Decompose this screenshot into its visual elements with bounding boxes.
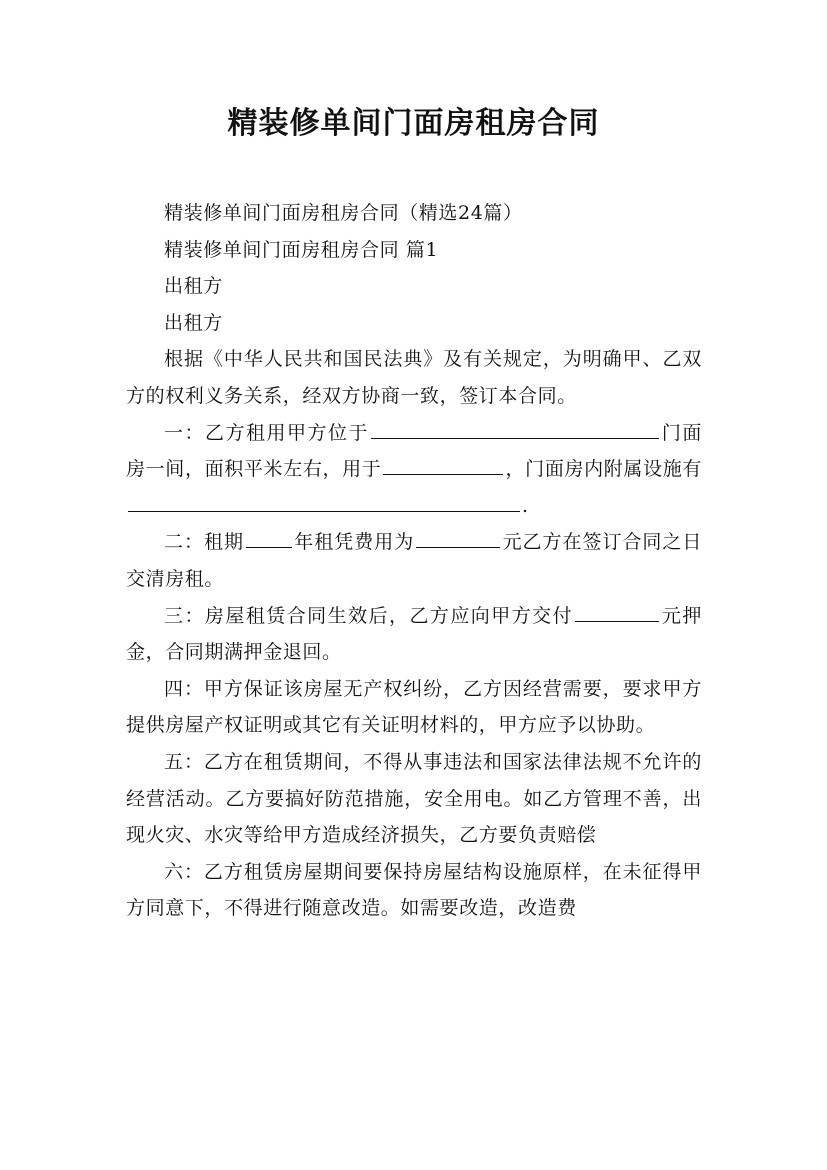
clause-3 [126, 598, 702, 671]
usage-blank [383, 453, 503, 475]
clause-2-part-1: 二：租期 [164, 531, 244, 554]
clause-4: 四：甲方保证该房屋无产权纠纷，乙方因经营需要，要求甲方提供房屋产权证明或其它有关证明材料的，甲方应予以协助。 [126, 677, 702, 737]
document-subtitle: 精装修单间门面房租房合同（精选24篇） [164, 202, 523, 224]
rent-blank [416, 526, 500, 548]
party-a-line: 出租方 [164, 275, 223, 298]
party-b-line: 出租方 [164, 311, 223, 334]
document-title: 精装修单间门面房租房合同 [227, 106, 600, 141]
intro-paragraph: 根据《中华人民共和国民法典》及有关规定，为明确甲、乙双方的权利义务关系，经双方协商一致，签订本合同。 [126, 348, 702, 407]
document-body [126, 195, 702, 927]
clause-3-part-1: 三：房屋租赁合同生效后，乙方应向甲方交付 [164, 604, 574, 627]
clause-1-part-1: 一：乙方租用甲方位于 [164, 421, 369, 444]
facilities-blank [128, 490, 520, 512]
section-heading: 精装修单间门面房租房合同 篇1 [164, 238, 439, 261]
clause-1 [126, 415, 702, 525]
clause-2-part-3: 元乙方在签订合同之日交清房租。 [126, 531, 702, 590]
clause-2 [126, 524, 702, 597]
clause-5: 五：乙方在租赁期间，不得从事违法和国家法律法规不允许的经营活动。乙方要搞好防范措施，安全用电。如乙方管理不善，出现火灾、水灾等给甲方造成经济损失，乙方要负责赔偿 [126, 750, 702, 847]
term-blank [246, 526, 292, 548]
deposit-blank [575, 600, 659, 622]
clause-3-part-2: 元押金，合同期满押金退回。 [126, 604, 702, 664]
clause-1-part-2: 门面房一间，面积平米左右，用于 [126, 421, 702, 481]
location-blank [371, 417, 659, 439]
clause-1-part-3: ，门面房内附属设施有 [505, 458, 702, 481]
clause-1-part-4: . [522, 494, 529, 517]
clause-6: 六：乙方租赁房屋期间要保持房屋结构设施原样，在未征得甲方同意下，不得进行随意改造。如需要改造，改造费 [126, 860, 702, 920]
clause-2-part-2: 年租凭费用为 [293, 531, 415, 554]
